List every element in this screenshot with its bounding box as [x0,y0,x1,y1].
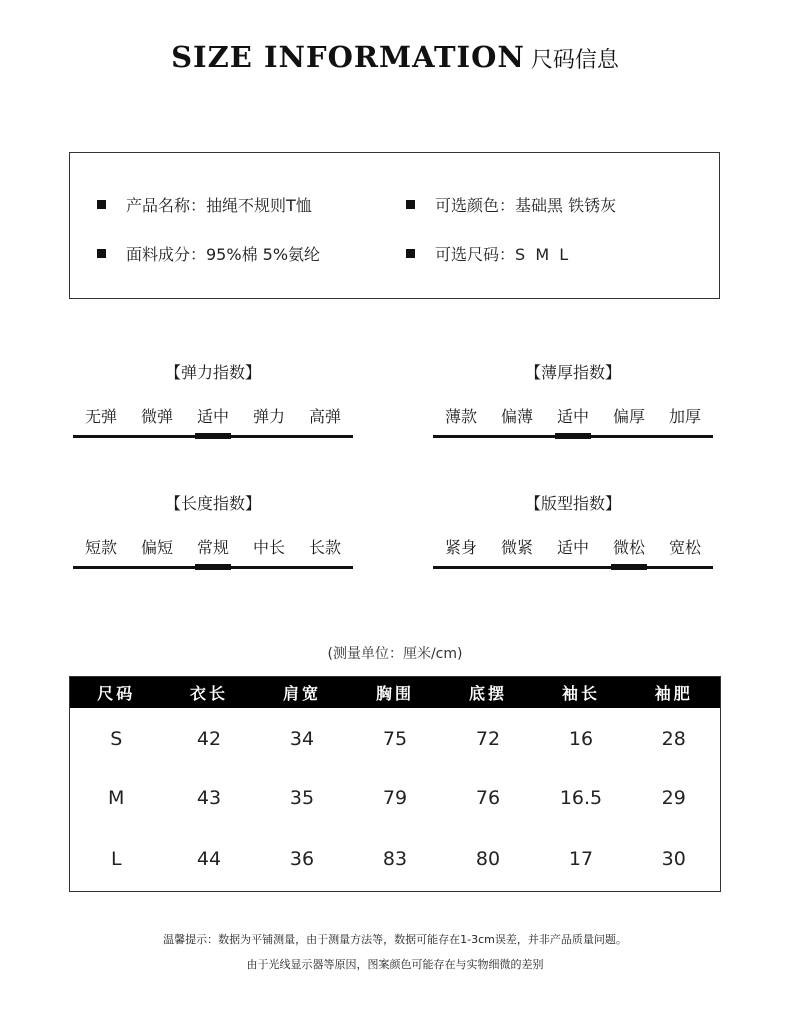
table-cell: 42 [196,728,222,750]
scale-marker [195,564,231,570]
elasticity-scale [73,360,353,438]
scale-option: 高弹 [308,407,341,426]
scale-option: 常规 [196,538,229,557]
scale-option: 弹力 [252,407,285,426]
scale-option: 偏短 [140,538,173,557]
table-cell: 34 [289,728,315,750]
table-cell: 17 [568,847,594,870]
table-cell: 83 [382,847,408,870]
table-header-cell: 衣长 [163,677,256,709]
scale-option: 微紧 [500,538,533,557]
product-info-box [69,152,720,299]
table-cell: 76 [475,787,501,809]
title-chinese: 尺码信息 [530,48,619,73]
table-cell: 75 [382,728,408,750]
table-row [70,770,721,826]
scale-title: 【薄厚指数】 [524,363,621,382]
size-table [69,676,721,892]
scale-option: 偏薄 [500,407,533,426]
length-scale [73,491,353,569]
scale-option: 紧身 [444,538,477,557]
table-header-cell: 袖长 [535,677,628,709]
info-colors: 可选颜色：基础黑 铁锈灰 [406,193,616,216]
table-cell: 43 [196,787,222,809]
scale-option: 适中 [196,407,229,426]
table-header-cell: 底摆 [442,677,535,709]
scale-option: 中长 [252,538,285,557]
scale-option: 宽松 [668,538,701,557]
scale-option: 适中 [556,407,589,426]
bullet-icon [97,249,106,258]
bullet-icon [406,200,415,209]
table-cell: 16 [568,728,594,750]
scale-option: 微松 [612,538,645,557]
table-cell: 16.5 [559,787,603,809]
disclaimer-note-1: 温馨提示：数据为平铺测量，由于测量方法等，数据可能存在1-3cm误差，并非产品质量问题。 [163,933,627,946]
scale-option: 长款 [308,538,341,557]
info-sizes: 可选尺码：S M L [406,242,568,265]
scale-option: 微弹 [140,407,173,426]
scale-marker [195,433,231,439]
table-header-cell: 袖肥 [628,677,721,709]
info-fabric: 面料成分：95%棉 5%氨纶 [97,242,320,265]
disclaimer-note-2: 由于光线显示器等原因，图案颜色可能存在与实物细微的差别 [246,958,544,971]
bullet-icon [97,200,106,209]
scale-option: 偏厚 [612,407,645,426]
table-cell: 28 [661,728,686,750]
scale-title: 【版型指数】 [524,494,621,513]
table-cell: 30 [661,847,686,870]
scale-line [433,566,713,569]
scale-option: 加厚 [668,407,701,426]
bullet-icon [406,249,415,258]
scale-line [433,435,713,438]
scale-title: 【弹力指数】 [164,363,261,382]
table-row [70,708,721,770]
table-cell: L [110,847,122,870]
table-cell: M [108,787,125,809]
title-english: SIZE INFORMATION [171,40,525,74]
scale-line [73,566,353,569]
info-product-name: 产品名称：抽绳不规则T恤 [97,193,312,216]
table-header-cell: 胸围 [349,677,442,709]
table-cell: 80 [475,847,501,870]
scale-option: 适中 [556,538,589,557]
thickness-scale [433,360,713,438]
table-cell: 36 [289,847,315,870]
table-cell: 35 [289,787,315,809]
table-row [70,826,721,892]
scale-marker [555,433,591,439]
measurement-unit-note: (测量单位：厘米/cm) [327,646,463,662]
table-cell: 29 [661,787,686,809]
table-header-cell: 肩宽 [256,677,349,709]
page-title [0,40,790,74]
scale-option: 无弹 [84,407,117,426]
scale-option: 短款 [84,538,117,557]
scale-option: 薄款 [444,407,477,426]
table-header-row [70,677,721,709]
table-header-cell: 尺码 [70,677,163,709]
scale-line [73,435,353,438]
scale-marker [611,564,647,570]
fit-scale [433,491,713,569]
table-cell: 44 [196,847,222,870]
table-cell: 79 [382,787,408,809]
table-cell: S [110,728,123,750]
table-cell: 72 [475,728,501,750]
scale-title: 【长度指数】 [164,494,261,513]
